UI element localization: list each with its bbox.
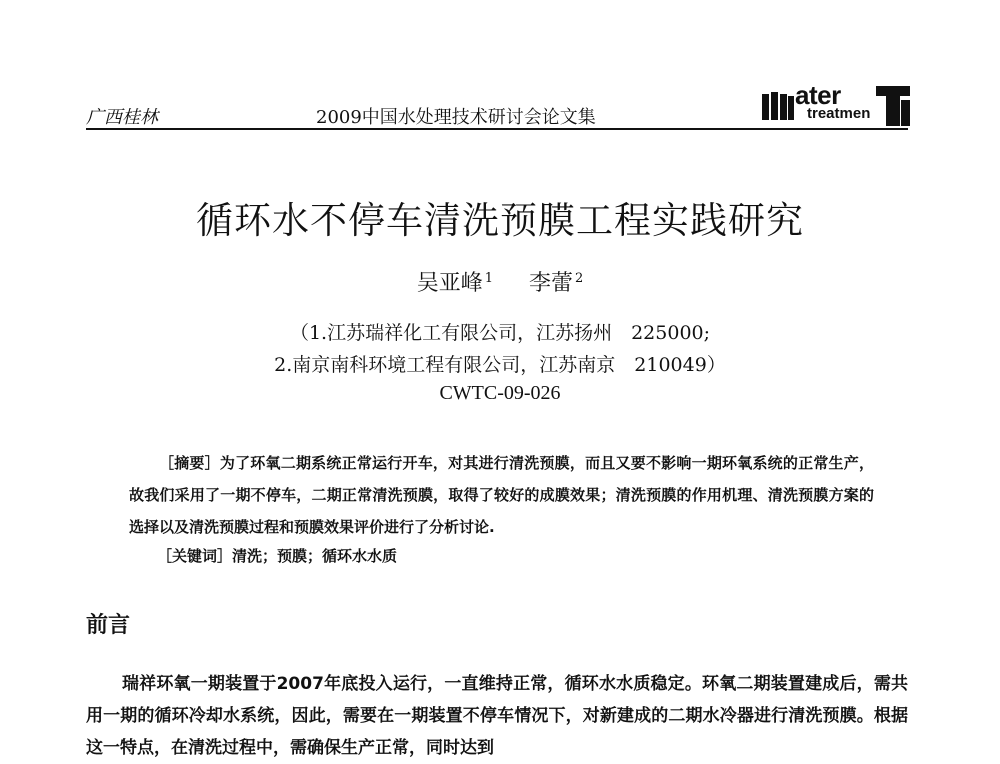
- body-paragraph: [86, 668, 908, 764]
- water-treatment-logo: [762, 82, 912, 128]
- header-location: 广西桂林: [86, 107, 158, 128]
- header-proceedings-title: 2009中国水处理技术研讨会论文集: [316, 107, 596, 128]
- abstract-block: [129, 447, 874, 543]
- logo-text-bottom: treatmen: [807, 105, 871, 122]
- section-heading: 前言: [86, 612, 131, 638]
- logo-t-mark-icon: [874, 86, 912, 126]
- paper-id: CWTC-09-026: [439, 382, 561, 404]
- keywords-text: 清洗；预膜；循环水水质: [232, 547, 398, 565]
- logo-w-mark-icon: [762, 92, 794, 122]
- author-affiliation-mark: 1: [484, 270, 493, 286]
- paragraph-text: 瑞祥环氧一期装置于2007年底投入运行，一直维持正常，循环水水质稳定。环氧二期装置建成后，需共用一期的循环冷却水系统，因此，需要在一期装置不停车情况下，对新建成的二期水冷器进行清洗预膜。根据这一特点，在清洗过程中，需确保生产正常，同时达到: [86, 674, 908, 758]
- abstract-label: ［摘要］: [159, 454, 220, 472]
- paper-title: 循环水不停车清洗预膜工程实践研究: [196, 199, 804, 242]
- author-affiliation-mark: 2: [575, 270, 584, 286]
- logo-text-top: ater: [795, 80, 841, 110]
- author-name: 吴亚峰: [416, 271, 483, 296]
- keywords-block: [157, 545, 397, 566]
- header-rule: [86, 128, 908, 130]
- abstract-text: 为了环氧二期系统正常运行开车，对其进行清洗预膜，而且又要不影响一期环氧系统的正常生产，故我们采用了一期不停车，二期正常清洗预膜，取得了较好的成膜效果；清洗预膜的作用机理、清洗预膜方案的选择以及清洗预膜过程和预膜效果评价进行了分析讨论.: [129, 454, 874, 536]
- keywords-label: ［关键词］: [157, 547, 233, 565]
- author-name: 李蕾: [529, 271, 574, 296]
- author-list: [0, 266, 1000, 297]
- affiliation-line: 2.南京南科环境工程有限公司，江苏南京 210049）: [274, 354, 726, 376]
- affiliation-line: （1.江苏瑞祥化工有限公司，江苏扬州 225000;: [289, 322, 711, 344]
